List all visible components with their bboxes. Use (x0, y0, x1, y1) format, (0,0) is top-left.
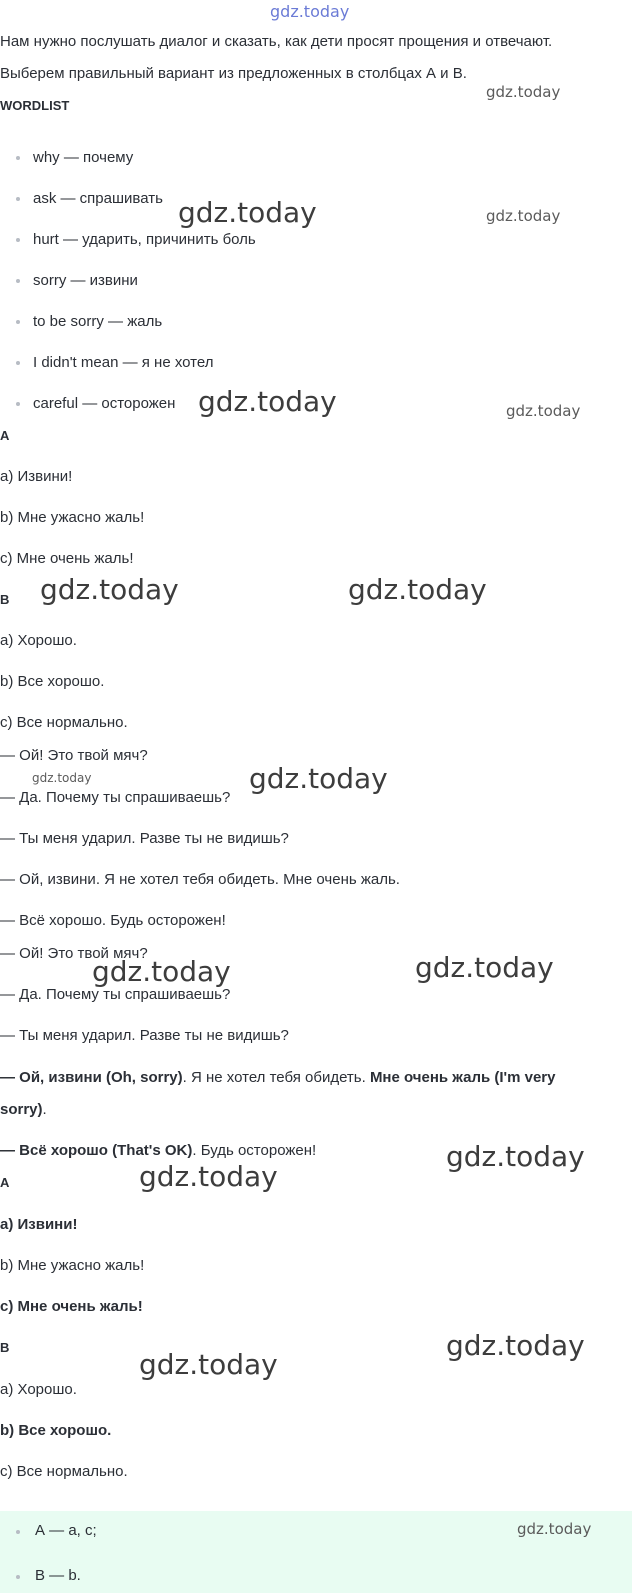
answer-phrase-very-sorry: Мне очень жаль (I'm very (369, 1069, 556, 1086)
column-b-option: b) Все хорошо. (0, 673, 105, 690)
watermark: gdz.today (446, 1140, 585, 1173)
column-b-option: c) Все нормально. (0, 714, 128, 731)
dialogue-line: — Всё хорошо. Будь осторожен! (0, 912, 226, 929)
answered-dialogue-line (0, 1141, 316, 1161)
column-a-option: a) Извини! (0, 468, 73, 485)
selected-option-text: b) Все хорошо. (0, 1422, 112, 1439)
bullet-icon (16, 1575, 20, 1579)
bullet-icon (16, 197, 20, 201)
wordlist-item: sorry — извини (33, 272, 138, 289)
bullet-icon (16, 1530, 20, 1534)
selected-option-text: a) Извини! (0, 1216, 78, 1233)
watermark: gdz.today (486, 83, 561, 101)
answered-dialogue-line: — Ой! Это твой мяч? (0, 945, 148, 962)
marked-column-b-heading: B (0, 1340, 10, 1355)
watermark: gdz.today (92, 955, 231, 988)
bullet-icon (16, 156, 20, 160)
watermark: gdz.today (139, 1348, 278, 1381)
watermark: gdz.today (415, 951, 554, 984)
answer-phrase-sorry: — Ой, извини (Oh, sorry) (0, 1069, 183, 1086)
watermark: gdz.today (178, 196, 317, 229)
answered-dialogue-line (0, 1068, 555, 1088)
dialogue-line: — Да. Почему ты спрашиваешь? (0, 789, 231, 806)
marked-option-selected (0, 1215, 77, 1235)
marked-option: b) Мне ужасно жаль! (0, 1257, 145, 1274)
answered-dialogue-line-wrap (0, 1100, 47, 1120)
watermark: gdz.today (517, 1520, 592, 1538)
dialogue-text: . (42, 1101, 47, 1118)
answered-dialogue-line: — Да. Почему ты спрашиваешь? (0, 986, 231, 1003)
answer-phrase-very-sorry-end: sorry) (0, 1101, 43, 1118)
intro-line-1: Нам нужно послушать диалог и сказать, как дети просят прощения и отвечают. (0, 33, 553, 50)
watermark: gdz.today (32, 771, 92, 785)
marked-option-selected (0, 1421, 111, 1441)
watermark: gdz.today (506, 402, 581, 420)
wordlist-heading: WORDLIST (0, 98, 70, 113)
answered-dialogue-line: — Ты меня ударил. Разве ты не видишь? (0, 1027, 289, 1044)
bullet-icon (16, 320, 20, 324)
watermark: gdz.today (198, 385, 337, 418)
watermark-top: gdz.today (270, 2, 350, 21)
column-a-option: b) Мне ужасно жаль! (0, 509, 145, 526)
wordlist-item: hurt — ударить, причинить боль (33, 231, 256, 248)
column-a-option: c) Мне очень жаль! (0, 550, 134, 567)
watermark: gdz.today (486, 207, 561, 225)
column-b-option: a) Хорошо. (0, 632, 77, 649)
column-b-heading: B (0, 592, 10, 607)
watermark: gdz.today (139, 1160, 278, 1193)
bullet-icon (16, 402, 20, 406)
marked-option: c) Все нормально. (0, 1463, 128, 1480)
dialogue-text: . Я не хотел тебя обидеть. (182, 1069, 370, 1086)
dialogue-line: — Ты меня ударил. Разве ты не видишь? (0, 830, 289, 847)
marked-column-a-heading: A (0, 1175, 10, 1190)
dialogue-line: — Ой, извини. Я не хотел тебя обидеть. Мне очень жаль. (0, 871, 400, 888)
intro-line-2: Выберем правильный вариант из предложенных в столбцах А и В. (0, 65, 467, 82)
column-a-heading: A (0, 428, 10, 443)
marked-option-selected (0, 1297, 143, 1317)
dialogue-line: — Ой! Это твой мяч? (0, 747, 148, 764)
bullet-icon (16, 238, 20, 242)
wordlist-item: I didn't mean — я не хотел (33, 354, 214, 371)
bullet-icon (16, 361, 20, 365)
bullet-icon (16, 279, 20, 283)
wordlist-item: to be sorry — жаль (33, 313, 163, 330)
wordlist-item: why — почему (33, 149, 134, 166)
answer-item: А — a, c; (35, 1522, 97, 1539)
wordlist-item: ask — спрашивать (33, 190, 163, 207)
marked-option: a) Хорошо. (0, 1381, 77, 1398)
watermark: gdz.today (249, 762, 388, 795)
watermark: gdz.today (40, 573, 179, 606)
selected-option-text: c) Мне очень жаль! (0, 1298, 143, 1315)
wordlist-item: careful — осторожен (33, 395, 176, 412)
watermark: gdz.today (446, 1329, 585, 1362)
watermark: gdz.today (348, 573, 487, 606)
answer-phrase-thats-ok: — Всё хорошо (That's OK) (0, 1142, 193, 1159)
dialogue-text: . Будь осторожен! (192, 1142, 317, 1159)
answer-item: В — b. (35, 1567, 81, 1584)
